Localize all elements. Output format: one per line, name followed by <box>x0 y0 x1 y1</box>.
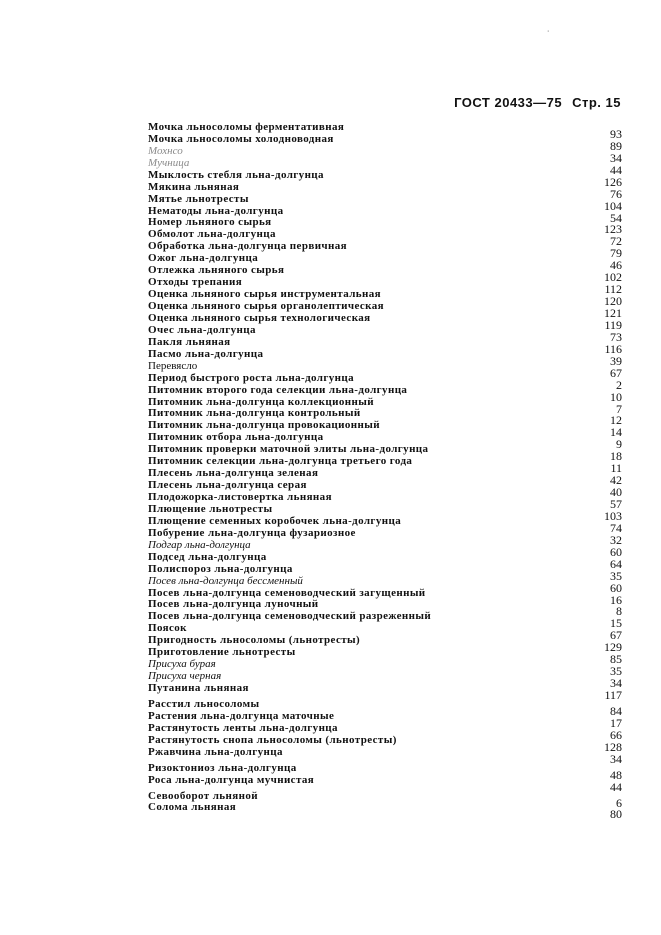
index-page-number: 14 <box>610 425 622 440</box>
index-page-number: 44 <box>610 162 622 177</box>
index-term: Плесень льна-долгунца зеленая <box>148 467 319 480</box>
index-term: Оценка льняного сырья технологическая <box>148 311 371 324</box>
index-term: Нематоды льна-долгунца <box>148 204 284 217</box>
index-term: Растянутость снопа льносоломы (льнотресты) <box>148 733 397 746</box>
index-term: Отлежка льняного сырья <box>148 264 285 277</box>
index-term: Посев льна-долгунца бессменный <box>148 574 303 587</box>
index-term: Питомник льна-долгунца провокационный <box>148 419 380 432</box>
index-term: Мыклость стебля льна-долгунца <box>148 168 324 181</box>
index-page-number: 15 <box>610 616 622 631</box>
index-page-number: 128 <box>604 739 622 754</box>
index-page-number: 35 <box>610 568 622 583</box>
index-term: Подсед льна-долгунца <box>148 550 267 563</box>
index-page-number: 2 <box>616 377 622 392</box>
index-page-number: 64 <box>610 556 622 571</box>
index-page-number: 67 <box>610 628 622 643</box>
index-term: Ризоктониоз льна-долгунца <box>148 761 297 774</box>
index-term: Отходы трепания <box>148 276 243 289</box>
index-page-number: 129 <box>604 640 622 655</box>
index-page-number: 80 <box>610 807 622 822</box>
index-term: Присуха черная <box>148 670 222 683</box>
index-term: Пригодность льносоломы (льнотресты) <box>148 634 361 647</box>
index-page-number: 67 <box>610 365 622 380</box>
index-term: Обмолот льна-долгунца <box>148 228 276 241</box>
index-page-number: 44 <box>610 779 622 794</box>
index-term: Растения льна-долгунца маточные <box>148 709 335 722</box>
index-term: Посев льна-долгунца семеноводческий загущенный <box>148 586 426 599</box>
index-term: Растянутость ленты льна-долгунца <box>148 721 338 734</box>
index-page-number: 39 <box>610 353 622 368</box>
index-term: Питомник льна-долгунца контрольный <box>148 407 361 420</box>
index-term: Путанина льняная <box>148 682 249 695</box>
index-term: Перевясло <box>148 359 198 372</box>
index-page-number: 18 <box>610 449 622 464</box>
index-term: Обработка льна-долгунца первичная <box>148 240 348 253</box>
index-term: Оценка льняного сырья инструментальная <box>148 288 381 301</box>
index-page-number: 116 <box>604 341 622 356</box>
index-term: Мякина льняная <box>148 180 240 193</box>
index-term: Солома льняная <box>148 801 237 814</box>
index-term: Побурение льна-долгунца фузариозное <box>148 526 356 539</box>
index-page-number: 112 <box>604 282 622 297</box>
index-term: Номер льняного сырья <box>148 216 272 229</box>
index-term: Подгар льна-долгунца <box>148 538 251 551</box>
index-term: Расстил льносоломы <box>148 697 260 710</box>
index-term: Ржавчина льна-долгунца <box>148 745 283 758</box>
index-term: Мятье льнотресты <box>148 192 249 205</box>
page-header <box>454 95 621 110</box>
index-page-number: 103 <box>604 508 622 523</box>
index-page-number: 60 <box>610 544 622 559</box>
index-page-number: 93 <box>610 126 622 141</box>
index-page-number: 84 <box>610 703 622 718</box>
index-page-number: 60 <box>610 580 622 595</box>
index-term: Мочка льносоломы ферментативная <box>148 120 345 133</box>
index-list <box>148 120 622 822</box>
index-page-number: 9 <box>616 437 622 452</box>
index-term: Ожог льна-долгунца <box>148 252 259 265</box>
index-page-number: 117 <box>604 688 622 703</box>
index-page-number: 34 <box>610 676 622 691</box>
index-term: Посев льна-долгунца луночный <box>148 598 319 611</box>
index-page-number: 7 <box>616 401 622 416</box>
index-page-number: 121 <box>604 306 622 321</box>
index-term: Питомник второго года селекции льна-долгунца <box>148 383 408 396</box>
index-page-number: 123 <box>604 222 622 237</box>
index-page-number: 6 <box>616 795 622 810</box>
index-term: Роса льна-долгунца мучнистая <box>148 773 315 786</box>
index-page-number: 104 <box>604 198 622 213</box>
index-entry <box>148 682 622 703</box>
index-term: Питомник отбора льна-долгунца <box>148 431 324 444</box>
index-page-number: 32 <box>610 532 622 547</box>
index-page-number: 17 <box>610 715 622 730</box>
index-term: Приготовление льнотресты <box>148 646 296 659</box>
index-page-number: 66 <box>610 727 622 742</box>
index-page-number: 72 <box>610 234 622 249</box>
index-page-number: 126 <box>604 174 622 189</box>
index-page-number: 34 <box>610 751 622 766</box>
scan-speck: ˙ <box>547 30 551 41</box>
index-term: Мохнсо <box>148 144 183 157</box>
index-page-number: 54 <box>610 210 622 225</box>
index-page-number: 79 <box>610 246 622 261</box>
index-page-number: 48 <box>610 767 622 782</box>
index-page-number: 40 <box>610 485 622 500</box>
index-page-number: 102 <box>604 270 622 285</box>
index-page-number: 76 <box>610 186 622 201</box>
index-term: Плесень льна-долгунца серая <box>148 479 307 492</box>
index-term: Плющение льнотресты <box>148 502 273 515</box>
index-page-number: 11 <box>610 461 622 476</box>
index-term: Питомник селекции льна-долгунца третьего года <box>148 455 413 468</box>
index-term: Очес льна-долгунца <box>148 323 256 336</box>
index-term: Посев льна-долгунца семеноводческий разреженный <box>148 610 432 623</box>
index-page-number: 46 <box>610 258 622 273</box>
index-page-number: 57 <box>610 497 622 512</box>
index-term: Пакля льняная <box>148 335 231 348</box>
index-page-number: 10 <box>610 389 622 404</box>
index-term: Мучница <box>148 156 190 169</box>
standard-number: ГОСТ 20433—75 <box>454 95 563 110</box>
page-number: Стр. 15 <box>572 95 621 110</box>
index-term: Мочка льносоломы холодноводная <box>148 132 334 145</box>
index-page-number: 8 <box>616 604 622 619</box>
index-page-number: 119 <box>604 317 622 332</box>
index-page-number: 12 <box>610 413 622 428</box>
index-page-number: 73 <box>610 329 622 344</box>
index-term: Питомник льна-долгунца коллекционный <box>148 395 374 408</box>
index-term: Севооборот льняной <box>148 789 258 802</box>
index-page-number: 120 <box>604 294 622 309</box>
index-page-number: 74 <box>610 520 622 535</box>
index-term: Полиспороз льна-долгунца <box>148 562 293 575</box>
index-term: Пасмо льна-долгунца <box>148 347 264 360</box>
index-term: Плодожорка-листовертка льняная <box>148 491 332 504</box>
index-term: Питомник проверки маточной элиты льна-долгунца <box>148 443 429 456</box>
index-term: Период быстрого роста льна-долгунца <box>148 371 355 384</box>
index-page-number: 34 <box>610 150 622 165</box>
index-term: Оценка льняного сырья органолептическая <box>148 300 384 313</box>
index-term: Присуха бурая <box>148 658 216 671</box>
index-page-number: 42 <box>610 473 622 488</box>
index-entry <box>148 801 622 822</box>
index-page-number: 35 <box>610 664 622 679</box>
index-page-number: 16 <box>610 592 622 607</box>
index-term: Поясок <box>148 622 187 635</box>
index-page-number: 85 <box>610 652 622 667</box>
index-page-number: 89 <box>610 138 622 153</box>
index-term: Плющение семенных коробочек льна-долгунца <box>148 514 402 527</box>
